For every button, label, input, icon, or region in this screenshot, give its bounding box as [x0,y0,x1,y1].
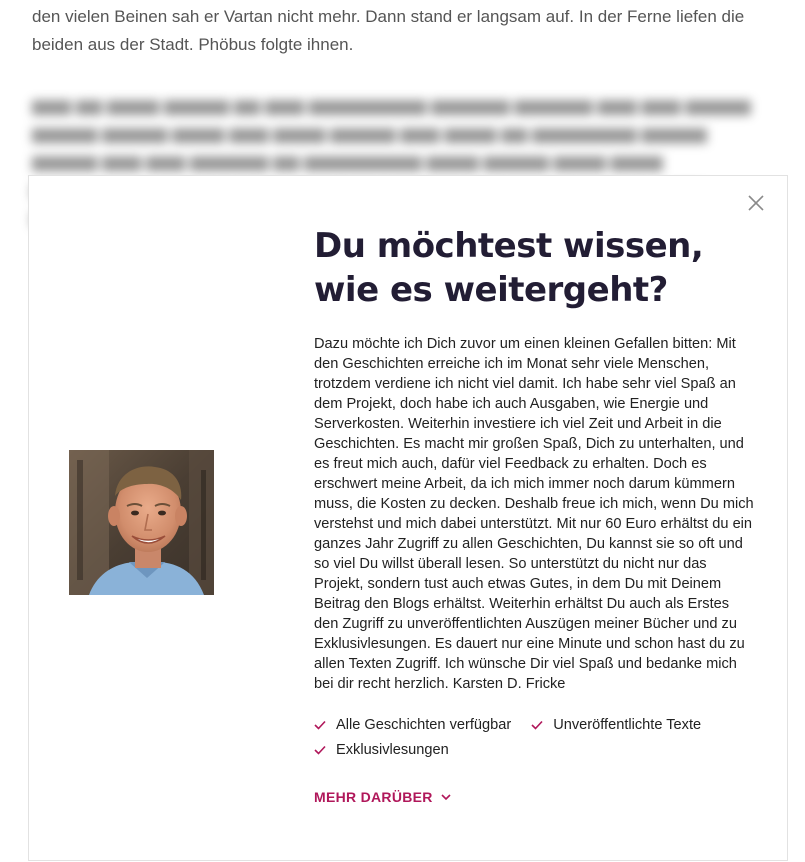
feature-list [314,712,754,762]
paywall-content [314,224,754,807]
feature-label: Alle Geschichten verfügbar [336,716,512,733]
paywall-modal [28,175,788,861]
check-icon [314,745,326,755]
paywall-body-text: Dazu möchte ich Dich zuvor um einen kleinen Gefallen bitten: Mit den Geschichten erreiche ich im Monat sehr viele Menschen, trotzdem verdiene ich nicht viel damit. Ich habe sehr viel Spaß an dem Projekt, doch habe ich auch Ausgaben, wie Energie und Serverkosten. Weiterhin investiere ich viel Zeit und Arbeit in die Geschichten. Es macht mir großen Spaß, Dich zu unterhalten, und es freut mich auch, dafür viel Feedback zu erhalten. Doch es erschwert meine Arbeit, da ich mich immer noch darum kümmern muss, die Kosten zu decken. Deshalb freue ich mich, wenn Du mich verstehst und mich dabei unterstützt. Mit nur 60 Euro erhältst du ein ganzes Jahr Zugriff zu allen Geschichten, Du kannst sie so oft und so viel Du willst überall lesen. So unterstützt du nicht nur das Projekt, sondern tust auch etwas Gutes, in dem Du mit Deinem Beitrag den Blogs erhältst. Weiterhin erhältst Du auch als Erstes den Zugriff zu unveröffentlichten Auszügen meiner Bücher und zu Exklusivlesungen. Es dauert nur eine Minute und schon hast du zu allen Texten Zugriff. Ich wünsche Dir viel Spaß und bedanke mich bei dir recht herzlich. Karsten D. Fricke [314,336,754,692]
feature-item [314,737,449,762]
feature-item [314,712,511,737]
more-about-label: MEHR DARÜBER [314,789,433,805]
author-photo [69,450,214,595]
blurred-article-text: ▆▆▆ ▆▆ ▆▆▆▆ ▆▆▆▆▆ ▆▆ ▆▆▆ ▆▆▆▆▆▆▆▆▆ ▆▆▆▆▆▆ ▆▆▆▆▆▆ ▆▆▆ ▆▆▆ ▆▆▆▆▆ ▆▆▆▆▆ ▆▆▆▆▆ ▆▆▆▆ ▆▆▆ ▆▆▆▆ ▆▆▆▆▆ ▆▆▆ ▆▆▆▆ ▆▆ ▆▆▆▆▆▆▆▆ ▆▆▆▆▆ ▆▆▆▆▆ ▆▆▆ ▆▆▆ ▆▆▆▆▆▆ ▆▆ ▆▆▆▆▆▆▆▆▆ ▆▆▆▆ ▆▆▆▆▆ ▆▆▆▆ ▆▆▆▆ [32,96,751,171]
close-icon [745,192,767,214]
feature-item [531,712,701,737]
close-button[interactable] [745,192,767,214]
chevron-down-icon [441,794,451,801]
feature-label: Unveröffentlichte Texte [553,716,702,733]
article-text: den vielen Beinen sah er Vartan nicht mehr. Dann stand er langsam auf. In der Ferne liefen die beiden aus der Stadt. Phöbus folgte ihnen. [32,7,745,54]
feature-label: Exklusivlesungen [336,741,449,758]
check-icon [531,720,543,730]
check-icon [314,720,326,730]
paywall-headline: Du möchtest wissen, wie es weitergeht? [314,226,704,310]
more-about-button[interactable] [314,789,451,805]
